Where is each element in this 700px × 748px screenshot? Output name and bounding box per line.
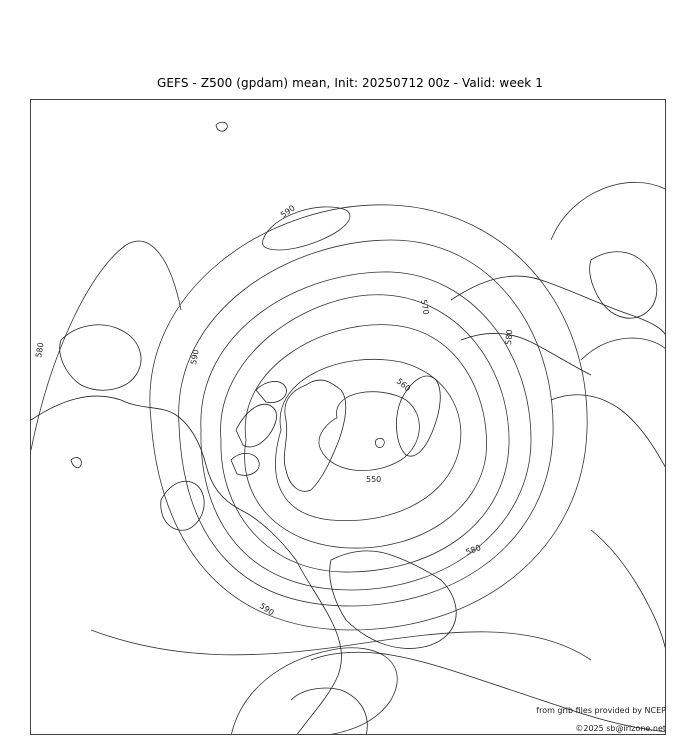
contour-label-570-siberia: 570 bbox=[419, 298, 431, 316]
contour-590-sw bbox=[231, 648, 397, 735]
map-frame bbox=[30, 99, 666, 735]
contour-label-590-atlantic: 590 bbox=[257, 601, 276, 618]
coast-hudson-bay bbox=[161, 481, 204, 530]
coast-greenland bbox=[284, 380, 345, 491]
contour-590-outer bbox=[31, 241, 591, 660]
height-contours bbox=[31, 182, 666, 735]
coast-islands bbox=[71, 122, 384, 468]
contour-565 bbox=[245, 325, 487, 548]
contour-labels bbox=[34, 204, 514, 618]
contour-590-east bbox=[551, 182, 666, 360]
contour-label-580-asia: 580 bbox=[504, 329, 515, 346]
map-canvas bbox=[31, 100, 666, 735]
coast-canadian-arctic bbox=[231, 381, 286, 475]
coast-alaska bbox=[60, 325, 141, 390]
contour-570 bbox=[221, 295, 510, 572]
contour-label-590-west: 590 bbox=[189, 348, 201, 366]
contour-label-560-scand: 560 bbox=[394, 376, 413, 394]
contour-label-550-pole: 550 bbox=[366, 475, 382, 484]
contour-label-580-europe: 580 bbox=[464, 543, 483, 557]
coast-mediterranean bbox=[311, 652, 666, 732]
contour-560 bbox=[275, 359, 460, 520]
coast-siberia bbox=[451, 276, 666, 375]
coast-north-america bbox=[31, 396, 341, 735]
contour-label-590-pacific: 590 bbox=[278, 203, 297, 220]
credit-data-source: from grib files provided by NCEP bbox=[536, 706, 666, 715]
chart-title: GEFS - Z500 (gpdam) mean, Init: 20250712 00z - Valid: week 1 bbox=[156, 76, 544, 90]
coast-east-asia bbox=[551, 395, 666, 660]
coastlines bbox=[31, 122, 666, 735]
coast-kamchatka bbox=[590, 252, 657, 318]
contour-550 bbox=[319, 392, 419, 471]
contour-label-580-alaska: 580 bbox=[34, 341, 46, 359]
contour-585 bbox=[150, 205, 587, 630]
contour-575 bbox=[201, 272, 531, 590]
credit-copyright: ©2025 sb@irizone.net bbox=[575, 724, 666, 733]
